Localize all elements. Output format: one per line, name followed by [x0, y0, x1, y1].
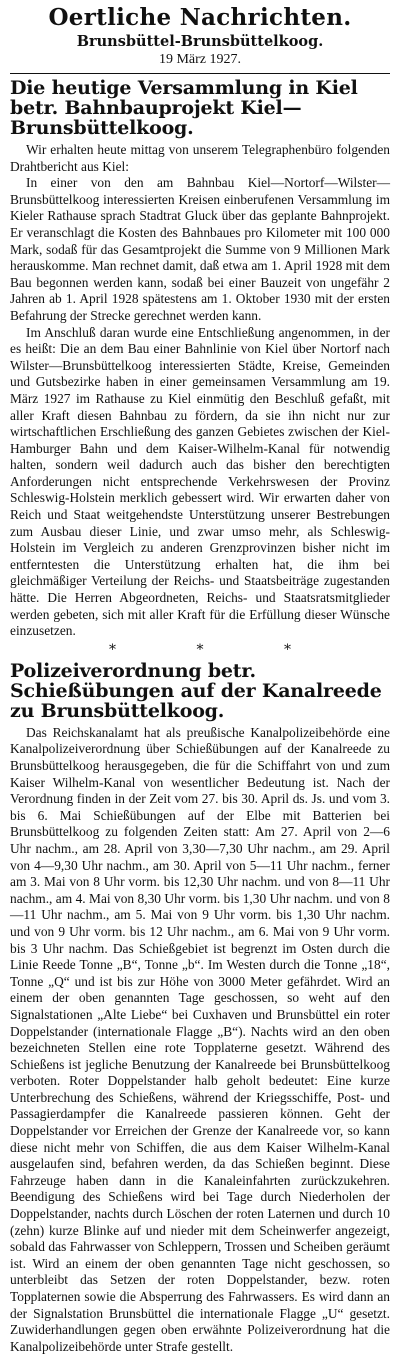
article1-paragraph: Wir erhalten heute mittag von unserem Telegraphenbüro folgenden Drahtbericht aus Kiel:: [10, 142, 390, 174]
article2-body: [10, 725, 390, 1355]
date-line: 19 März 1927.: [158, 52, 242, 67]
article2-headline: Polizeiverordnung betr. Schießübungen auf der Kanalreede zu Brunsbüttelkoog.: [10, 659, 382, 722]
section-title: Oertliche Nachrichten.: [48, 4, 352, 31]
article1-body: [10, 142, 390, 640]
article2-paragraph: Das Reichskanalamt hat als preußische Kanalpolizeibehörde eine Kanalpolizeiverordnung über Schießübungen auf der Kanalreede zu Brunsbüttelkoog herausgegeben, die für die Schiffahrt von und zum Kaiser Wilhelm-Kanal von wesentlicher Bedeutung ist. Nach der Verordnung finden in der Zeit vom 27. bis 30. April ds. Js. und vom 3. bis 6. Mai Schießübungen auf der Elbe mit Batterien bei Brunsbüttelkoog zu folgenden Zeiten statt: Am 27. April von 2—6 Uhr nachm., am 28. April von 3,30—7,30 Uhr nachm., am 29. April von 4—9,30 Uhr nachm., am 30. April von 5—11 Uhr nachm., ferner am 3. Mai von 8 Uhr vorm. bis 12,30 Uhr nachm. und von 8—11 Uhr nachm., am 4. Mai von 8,30 Uhr vorm. bis 1,30 Uhr nachm. und von 8—11 Uhr nachm., am 5. Mai von 9 Uhr vorm. bis 1,30 Uhr nachm. und von 9 Uhr vorm. bis 12 Uhr nachm., am 6. Mai von 9 Uhr vorm. bis 3 Uhr nachm. Das Schießgebiet ist begrenzt im Osten durch die Linie Reede Tonne „B“, Tonne „b“. Im Westen durch die Tonne „18“, Tonne „Q“ und ist bis zur Höhe von 3000 Meter gefährdet. Wird an einem der oben genannten Tage geschossen, so weht auf den Signalstationen „Alte Liebe“ bei Cuxhaven und Brunsbüttel ein roter Doppelstander (internationale Flagge „B“). Nachts wird an den oben bezeichneten Stellen eine rote Topplaterne gesetzt. Während des Schießens ist jegliche Benutzung der Kanalreede bei Brunsbüttelkoog verboten. Roter Doppelstander halb geholt bedeutet: Eine kurze Unterbrechung des Schießens, während der Kriegsschiffe, Post- und Passagierdampfer die Kanalreede passieren können. Geht der Doppelstander vor Erreichen der Grenze der Kanalreede vor, so kann diese nicht mehr von Schiffen, die aus dem Kaiser Wilhelm-Kanal ausgelaufen sind, befahren werden, da das Schießen beginnt. Diese Fahrzeuge haben dann in die Kanaleinfahrten zurückzukehren. Beendigung des Schießens wird bei Tage durch Niederholen der Doppelstander, nachts durch Löschen der roten Laternen und durch 10 (zehn) kurze Blinke auf und nieder mit dem Scheinwerfer angezeigt, sobald das Fahrwasser von Schleppern, Trossen und Scheiben geräumt ist. Wird an einem der oben genannten Tage nicht geschossen, so unterbleibt das Setzen der roten Doppelstander, bezw. roten Topplaternen sowie die Absperrung des Fahrwassers. Es wird dann an der Signalstation Brunsbüttel die internationale Flagge „U“ gesetzt. Zuwiderhandlungen gegen oben erwähnte Polizeiverordnung hat die Kanalpolizeibehörde unter Strafe gestellt.: [10, 724, 390, 1354]
section-separator: * * *: [109, 641, 329, 658]
article1-paragraph: In einer von den am Bahnbau Kiel—Nortorf—Wilster—Brunsbüttelkoog interessierten Kreisen einberufenen Versammlung im Kieler Rathause sprach Stadtrat Gluck über das geplante Bahnprojekt. Er veranschlagt die Kosten des Bahnbaues pro Kilometer mit 100 000 Mark, sodaß für das Gesamtprojekt die Summe von 9 Millionen Mark herauskomme. Man rechnet damit, daß etwa am 1. April 1928 mit dem Bau begonnen werden kann, sodaß bei einer Bauzeit von ungefähr 2 Jahren ab 1. April 1928 spätestens am 1. Oktober 1930 mit der ersten Befahrung der Strecke gerechnet werden kann.: [10, 175, 390, 323]
article1-paragraph: Im Anschluß daran wurde eine Entschließung angenommen, in der es heißt: Die an dem Bau einer Bahnlinie von Kiel über Nortorf nach Wilster—Brunsbüttelkoog interessierten Städte, Kreise, Gemeinden und Gutsbezirke haben in einer gemeinsamen Versammlung am 19. März 1927 im Rathause zu Kiel einmütig den Beschluß gefaßt, mit aller Kraft diesen Bahnbau zu fördern, da sie ihn nicht nur zur wirtschaftlichen Erschließung des ganzen Gebietes zwischen der Kiel-Hamburger Bahn und dem Kaiser-Wilhelm-Kanal für notwendig halten, sondern weil dadurch auch das bisher den berechtigten Anforderungen nicht entsprechende Verkehrswesen der Provinz Schleswig-Holstein merklich gebessert wird. Wir erwarten daher von Reich und Staat weitgehendste Unterstützung unserer Bestrebungen zum Ausbau dieser Linie, und zwar umso mehr, als Schleswig-Holstein im Vergleich zu anderen Grenzprovinzen bisher nicht im entferntesten die Unterstützung erhalten hat, die ihm bei gleichmäßiger Verteilung der Reichs- und Staatsbeiträge zugestanden hätte. Die Herren Abgeordneten, Reichs- und Staatsratsmitglieder werden gebeten, sich mit aller Kraft für die Erfüllung dieser Wünsche einzusetzen.: [10, 324, 390, 639]
locale-line: Brunsbüttel-Brunsbüttelkoog.: [76, 33, 324, 50]
divider: [10, 73, 390, 74]
article1-headline: Die heutige Versammlung in Kiel betr. Bahnbauprojekt Kiel—Brunsbüttelkoog.: [10, 77, 358, 139]
